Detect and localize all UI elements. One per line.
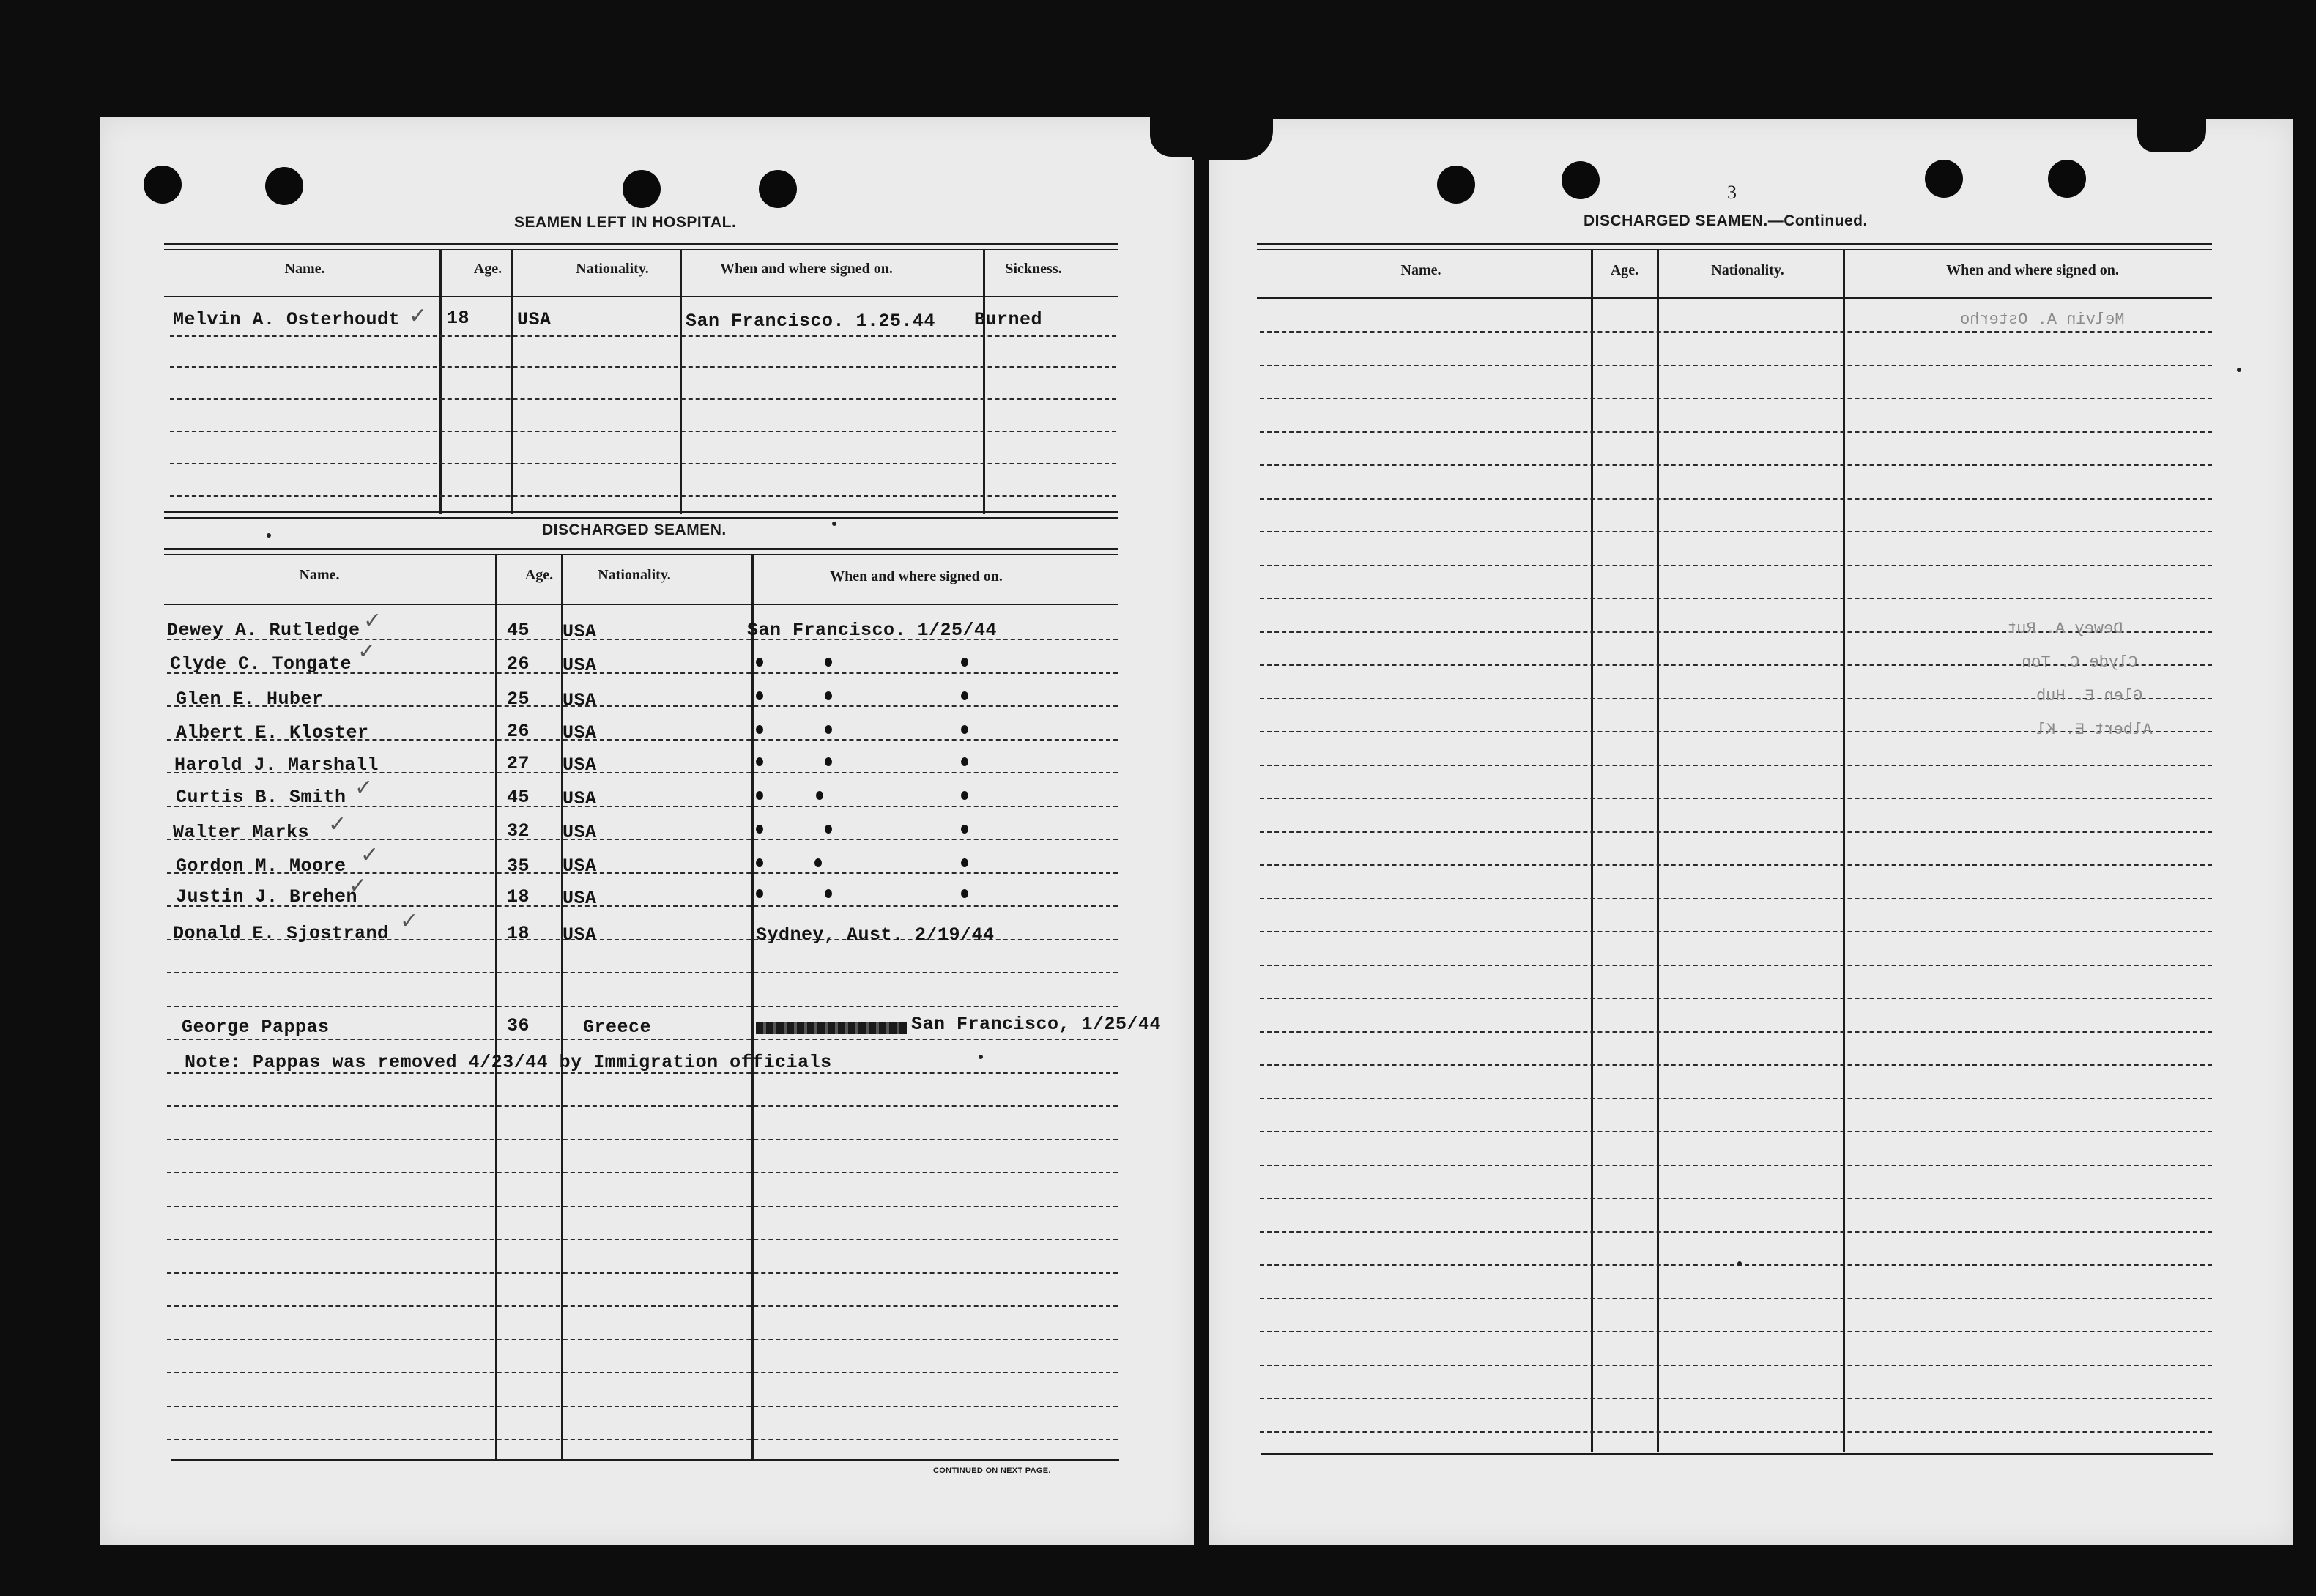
col-header-signed: When and where signed on. xyxy=(830,568,1003,584)
dotted-line xyxy=(1260,831,2212,833)
seaman-nationality: USA xyxy=(563,655,597,676)
rule xyxy=(164,554,1118,555)
bleed-through-text: Albert E. Kl xyxy=(2036,721,2153,739)
check-mark: ✓ xyxy=(349,873,368,899)
page-number: 3 xyxy=(1727,182,1737,203)
seaman-nationality: USA xyxy=(563,888,597,909)
ditto-mark xyxy=(825,757,832,766)
dotted-line xyxy=(1260,1231,2212,1233)
hospital-section-title: SEAMEN LEFT IN HOSPITAL. xyxy=(514,214,737,231)
dotted-line xyxy=(1260,864,2212,866)
dotted-line xyxy=(1260,1165,2212,1166)
seaman-name: Curtis B. Smith xyxy=(176,787,346,808)
dotted-line xyxy=(167,1105,1118,1107)
seaman-age: 45 xyxy=(507,620,530,641)
dotted-line xyxy=(1260,965,2212,966)
rule xyxy=(1257,297,2212,299)
rule xyxy=(1257,249,2212,250)
dotted-line xyxy=(170,366,1116,368)
col-header-name: Name. xyxy=(299,567,340,583)
dotted-line xyxy=(167,1439,1118,1440)
punch-hole xyxy=(265,167,303,205)
rule xyxy=(164,548,1118,550)
dotted-line xyxy=(1260,498,2212,500)
rule xyxy=(164,243,1118,245)
seaman-nationality: USA xyxy=(563,788,597,809)
seaman-age: 18 xyxy=(507,886,530,908)
seaman-age: 35 xyxy=(507,855,530,877)
dotted-line xyxy=(1260,331,2212,333)
column-divider xyxy=(511,250,513,514)
ditto-mark xyxy=(825,825,832,834)
dotted-line xyxy=(167,1305,1118,1307)
seaman-nationality: USA xyxy=(563,722,597,743)
ditto-mark xyxy=(825,691,832,700)
dotted-line xyxy=(1260,1131,2212,1132)
punch-hole xyxy=(759,170,797,208)
dotted-line xyxy=(167,1039,1118,1040)
rule xyxy=(1261,1453,2213,1455)
col-header-nationality: Nationality. xyxy=(1711,262,1784,278)
dotted-line xyxy=(1260,531,2212,532)
col-header-age: Age. xyxy=(1610,262,1639,278)
seaman-nationality: USA xyxy=(563,855,597,877)
ditto-mark xyxy=(756,757,763,766)
dotted-line xyxy=(167,1172,1118,1173)
right-section-title: DISCHARGED SEAMEN.—Continued. xyxy=(1584,212,1868,229)
seaman-name: Clyde C. Tongate xyxy=(170,653,352,675)
ditto-mark xyxy=(756,725,763,734)
dotted-line xyxy=(167,972,1118,973)
right-page xyxy=(1209,119,2293,1545)
dotted-line xyxy=(1260,931,2212,932)
ditto-mark xyxy=(756,658,763,667)
dotted-line xyxy=(1260,898,2212,899)
col-header-age: Age. xyxy=(473,261,502,277)
seaman-name: Justin J. Brehen xyxy=(176,886,358,908)
seaman-age: 25 xyxy=(507,688,530,710)
punch-hole xyxy=(2048,160,2086,198)
dotted-line xyxy=(167,1339,1118,1340)
ditto-mark xyxy=(756,858,763,867)
check-mark: ✓ xyxy=(360,842,379,868)
continued-footer: CONTINUED ON NEXT PAGE. xyxy=(933,1466,1051,1475)
seaman-age: 32 xyxy=(507,820,530,842)
col-header-age: Age. xyxy=(524,567,554,583)
hospital-name: Melvin A. Osterhoudt xyxy=(173,309,401,330)
removal-note: Note: Pappas was removed 4/23/44 by Immigration officials xyxy=(185,1052,832,1073)
hospital-nationality: USA xyxy=(517,309,552,330)
seaman-name: Glen E. Huber xyxy=(176,688,324,710)
pappas-age: 36 xyxy=(507,1015,530,1036)
col-header-nationality: Nationality. xyxy=(598,567,671,583)
ditto-mark xyxy=(961,825,968,834)
seaman-signed: Sydney, Aust. 2/19/44 xyxy=(756,924,995,946)
speck xyxy=(2237,368,2241,372)
ditto-mark xyxy=(814,858,822,867)
col-header-sickness: Sickness. xyxy=(1005,261,1062,277)
dotted-line xyxy=(1260,998,2212,999)
check-mark: ✓ xyxy=(363,608,382,634)
rule xyxy=(164,517,1118,519)
dotted-line xyxy=(1260,1098,2212,1099)
dotted-line xyxy=(1260,1264,2212,1266)
ditto-mark xyxy=(961,658,968,667)
hospital-signed: San Francisco. 1.25.44 xyxy=(686,311,936,332)
rule xyxy=(171,1459,1119,1461)
dotted-line xyxy=(167,1272,1118,1274)
dotted-line xyxy=(170,398,1116,400)
seaman-name: Albert E. Kloster xyxy=(176,722,369,743)
torn-corner xyxy=(2137,119,2206,152)
dotted-line xyxy=(1260,1431,2212,1433)
dotted-line xyxy=(1260,431,2212,433)
seaman-signed: San Francisco. 1/25/44 xyxy=(747,620,998,641)
hospital-age: 18 xyxy=(447,308,470,329)
seaman-age: 18 xyxy=(507,923,530,944)
check-mark: ✓ xyxy=(400,908,419,934)
seaman-nationality: USA xyxy=(563,621,597,642)
dotted-line xyxy=(170,335,1116,337)
pappas-nationality: Greece xyxy=(583,1017,652,1038)
dotted-line xyxy=(167,1006,1118,1007)
seaman-age: 26 xyxy=(507,653,530,675)
seaman-age: 45 xyxy=(507,787,530,808)
ditto-mark xyxy=(756,889,763,898)
bleed-through-text: Clyde C. Ton xyxy=(2022,653,2138,672)
check-mark: ✓ xyxy=(409,303,428,329)
seaman-name: Donald E. Sjostrand xyxy=(173,923,389,944)
column-divider xyxy=(983,250,985,514)
punch-hole xyxy=(1925,160,1963,198)
ditto-mark xyxy=(825,658,832,667)
ditto-mark xyxy=(756,791,763,800)
rule xyxy=(164,249,1118,250)
seaman-nationality: USA xyxy=(563,690,597,711)
dotted-line xyxy=(167,1372,1118,1373)
col-header-signed: When and where signed on. xyxy=(1946,262,2119,278)
dotted-line xyxy=(1260,765,2212,766)
ditto-mark xyxy=(961,791,968,800)
column-divider xyxy=(439,250,442,514)
bleed-through-text: Glen E. Hub xyxy=(2036,687,2143,705)
speck xyxy=(1737,1261,1742,1266)
struck-out-entry xyxy=(756,1022,907,1034)
dotted-line xyxy=(167,1206,1118,1207)
seaman-name: Dewey A. Rutledge xyxy=(167,620,360,641)
dotted-line xyxy=(1260,1064,2212,1066)
discharged-section-title: DISCHARGED SEAMEN. xyxy=(542,522,727,538)
speck xyxy=(979,1055,983,1059)
seaman-nationality: USA xyxy=(563,822,597,843)
dotted-line xyxy=(1260,565,2212,566)
ditto-mark xyxy=(816,791,823,800)
dotted-line xyxy=(1260,365,2212,366)
column-divider xyxy=(495,555,497,1460)
pappas-signed: San Francisco, 1/25/44 xyxy=(911,1014,1162,1035)
ditto-mark xyxy=(825,889,832,898)
ditto-mark xyxy=(961,725,968,734)
ditto-mark xyxy=(961,889,968,898)
dotted-line xyxy=(1260,798,2212,799)
punch-hole xyxy=(144,166,182,204)
dotted-line xyxy=(1260,1365,2212,1366)
seaman-name: Harold J. Marshall xyxy=(174,754,379,776)
dotted-line xyxy=(1260,1298,2212,1299)
col-header-signed: When and where signed on. xyxy=(720,261,893,277)
dotted-line xyxy=(1260,598,2212,599)
speck xyxy=(267,533,271,538)
ditto-mark xyxy=(756,825,763,834)
dotted-line xyxy=(1260,464,2212,466)
hospital-sickness: Burned xyxy=(974,309,1043,330)
check-mark: ✓ xyxy=(355,775,374,801)
pappas-name: George Pappas xyxy=(182,1017,330,1038)
ditto-mark xyxy=(961,858,968,867)
dotted-line xyxy=(1260,1198,2212,1199)
dotted-line xyxy=(167,839,1118,840)
dotted-line xyxy=(170,463,1116,464)
punch-hole xyxy=(1437,166,1475,204)
seaman-name: Gordon M. Moore xyxy=(176,855,346,877)
dotted-line xyxy=(1260,1031,2212,1033)
bleed-through-text: Melvin A. Osterho xyxy=(1960,311,2125,329)
punch-hole xyxy=(623,170,661,208)
check-mark: ✓ xyxy=(328,812,347,837)
col-header-nationality: Nationality. xyxy=(576,261,649,277)
ditto-mark xyxy=(825,725,832,734)
dotted-line xyxy=(167,1406,1118,1407)
rule xyxy=(1257,243,2212,245)
col-header-name: Name. xyxy=(284,261,325,277)
ditto-mark xyxy=(961,757,968,766)
ditto-mark xyxy=(756,691,763,700)
seaman-nationality: USA xyxy=(563,754,597,776)
ditto-mark xyxy=(961,691,968,700)
seaman-nationality: USA xyxy=(563,924,597,946)
dotted-line xyxy=(167,1239,1118,1240)
seaman-age: 27 xyxy=(507,753,530,774)
dotted-line xyxy=(167,1139,1118,1140)
torn-corner xyxy=(1150,117,1194,157)
bleed-through-text: Dewey A. Rut xyxy=(2007,620,2123,638)
dotted-line xyxy=(170,495,1116,497)
punch-hole xyxy=(1562,161,1600,199)
check-mark: ✓ xyxy=(357,639,376,664)
left-page xyxy=(100,117,1194,1545)
dotted-line xyxy=(1260,398,2212,399)
rule xyxy=(164,296,1118,297)
speck xyxy=(832,522,836,526)
column-divider xyxy=(680,250,682,514)
seaman-age: 26 xyxy=(507,721,530,742)
dotted-line xyxy=(1260,1398,2212,1399)
column-divider xyxy=(751,555,754,1460)
torn-corner xyxy=(1192,119,1273,160)
rule xyxy=(164,511,1118,513)
dotted-line xyxy=(1260,1331,2212,1332)
col-header-name: Name. xyxy=(1400,262,1441,278)
dotted-line xyxy=(170,431,1116,432)
seaman-name: Walter Marks xyxy=(173,822,310,843)
rule xyxy=(164,604,1118,605)
